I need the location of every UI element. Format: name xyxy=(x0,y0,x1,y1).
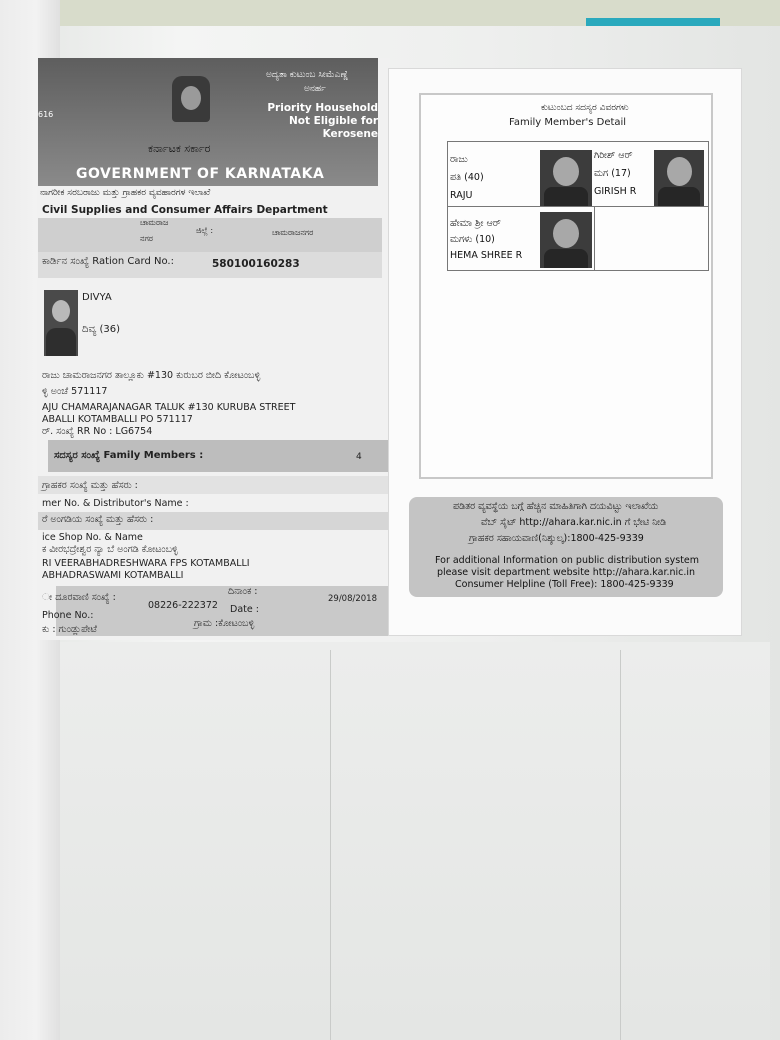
date-kannada: ದಿನಾಂಕ : xyxy=(228,586,258,597)
shop-label: ice Shop No. & Name xyxy=(42,532,143,543)
priority-kannada: ಅದ್ಯತಾ ಕುಟುಂಬ ಸೀಮೆಎಣ್ಣೆ xyxy=(266,70,349,80)
card-side-code: 616 xyxy=(38,110,54,119)
district-kannada: ಚಾಮರಾಜ xyxy=(140,218,169,227)
government-title: GOVERNMENT OF KARNATAKA xyxy=(76,166,325,182)
family-members-label: ಸದಸ್ಯರ ಸಂಖ್ಯೆ Family Members : xyxy=(54,450,204,461)
family-members-grid xyxy=(447,141,709,271)
shop-name-1: RI VEERABHADRESHWARA FPS KOTAMBALLI xyxy=(42,558,250,569)
karnataka-emblem-icon xyxy=(172,76,210,122)
info-english-1: For additional Information on public distribution system xyxy=(435,555,700,566)
address-kannada: ಳ್ಳಿ ಅಂಚೆ 571117 xyxy=(42,386,108,397)
government-kannada: ಕರ್ನಾಟಕ ಸರ್ಕಾರ xyxy=(148,142,211,155)
grid-divider xyxy=(448,206,708,207)
member-1-name: RAJU xyxy=(450,190,473,201)
paper-crease xyxy=(620,650,621,1040)
district-label: ಜಿಲ್ಲೆ : xyxy=(196,226,214,235)
distributor-label: mer No. & Distributor's Name : xyxy=(42,498,189,509)
paper-crease xyxy=(330,650,331,1040)
member-2-kannada: ಗಿರೀಶ್ ಆರ್ xyxy=(594,150,633,161)
family-detail-box xyxy=(419,93,713,479)
member-3-kannada: ಹೇಮಾ ಶ್ರೀ ಆರ್ xyxy=(450,218,501,229)
department-name: Civil Supplies and Consumer Affairs Department xyxy=(42,204,328,216)
phone-label: Phone No.: xyxy=(42,610,94,621)
ration-card-back xyxy=(388,68,742,636)
district-kannada: ನಗರ xyxy=(140,234,154,243)
ration-card-front xyxy=(38,58,390,640)
paper-lower-area xyxy=(58,642,770,1040)
grid-divider xyxy=(594,206,595,270)
info-kannada-2: ವೆಬ್ ಸೈಟ್ http://ahara.kar.nic.in ಗೆ ಭೇಟಿ ನೀಡಿ xyxy=(481,517,667,528)
address-kannada: ರಾಜು ಚಾಮರಾಜನಗರ ತಾಲ್ಲೂಕು #130 ಕುರುಬರ ಬೀದಿ ಕೋಟಂಬಳ್ಳಿ xyxy=(42,370,261,381)
holder-name: DIVYA xyxy=(82,292,112,303)
shop-kannada-2: ಕ ವೀರಭದ್ರೇಶ್ವರ ನ್ಯಾ ಬೆ ಅಂಗಡಿ ಕೋಟಂಬಳ್ಳಿ xyxy=(42,544,178,555)
rr-number: ರ್. ಸಂಖ್ಯೆ RR No : LG6754 xyxy=(42,426,153,437)
info-kannada-3: ಗ್ರಾಹಕರ ಸಹಾಯವಾಣಿ(ನಿಶ್ಶುಲ್ಕ):1800-425-9339 xyxy=(469,533,644,544)
ration-card-number: 580100160283 xyxy=(212,258,300,270)
priority-kannada-2: ಅನರ್ಹ xyxy=(304,84,326,94)
member-1-kannada: ರಾಜು xyxy=(450,154,468,165)
holder-name-kannada: ದಿವ್ಯ (36) xyxy=(82,324,120,335)
address-english: ABALLI KOTAMBALLI PO 571117 xyxy=(42,414,193,425)
info-english-2: please visit department website http://ahara.kar.nic.in xyxy=(437,567,696,578)
address-english: AJU CHAMARAJANAGAR TALUK #130 KURUBA STREET xyxy=(42,402,296,413)
taluk-kannada: ಕು : ಗುಂಡ್ಲುಪೇಟೆ xyxy=(42,624,97,635)
helpline-info-box xyxy=(409,497,723,597)
member-2-photo xyxy=(654,150,704,206)
info-english-3: Consumer Helpline (Toll Free): 1800-425-9339 xyxy=(455,579,674,590)
member-1-relation: ಪತಿ (40) xyxy=(450,172,484,183)
district-value: ಚಾಮರಾಜನಗರ xyxy=(272,228,314,237)
member-2-name: GIRISH R xyxy=(594,186,637,197)
village-kannada: ಗ್ರಾಮ :ಕೋಟಂಬಳ್ಳಿ xyxy=(194,618,255,629)
family-detail-title: Family Member's Detail xyxy=(509,117,627,128)
info-kannada-1: ಪಡಿತರ ವ್ಯವಸ್ಥೆಯ ಬಗ್ಗೆ ಹೆಚ್ಚಿನ ಮಾಹಿತಿಗಾಗಿ ದಯವಿಟ್ಟು ಇಲಾಖೆಯ xyxy=(453,501,659,512)
shop-kannada: ರೆ ಅಂಗಡಿಯ ಸಂಖ್ಯೆ ಮತ್ತು ಹೆಸರು : xyxy=(42,514,154,525)
member-1-photo xyxy=(540,150,592,206)
distributor-kannada: ಗ್ರಾಹಕರ ಸಂಖ್ಯೆ ಮತ್ತು ಹೆಸರು : xyxy=(42,480,138,491)
member-3-relation: ಮಗಳು (10) xyxy=(450,234,495,245)
date-label: Date : xyxy=(230,604,259,615)
member-3-photo xyxy=(540,212,592,268)
ration-card-label: ಕಾರ್ಡಿನ ಸಂಖ್ಯೆ Ration Card No.: xyxy=(42,256,174,267)
family-members-count: 4 xyxy=(356,452,362,462)
date-value: 29/08/2018 xyxy=(328,594,377,604)
priority-status: Priority Household Not Eligible for Kerosene xyxy=(267,102,378,140)
family-detail-kannada: ಕುಟುಂಬದ ಸದಸ್ಯರ ವಿವರಗಳು xyxy=(541,103,629,113)
member-2-relation: ಮಗ (17) xyxy=(594,168,631,179)
shop-name-2: ABHADRASWAMI KOTAMBALLI xyxy=(42,570,184,581)
department-kannada: ನಾಗರೀಕ ಸರಬರಾಜು ಮತ್ತು ಗ್ರಾಹಕರ ವ್ಯವಹಾರಗಳ ಇಲಾಖೆ xyxy=(40,188,211,198)
holder-photo xyxy=(44,290,78,356)
member-3-name: HEMA SHREE R xyxy=(450,250,523,261)
phone-kannada: ೕ ದೂರವಾಣಿ ಸಂಖ್ಯೆ : xyxy=(42,592,116,603)
phone-number: 08226-222372 xyxy=(148,600,218,611)
